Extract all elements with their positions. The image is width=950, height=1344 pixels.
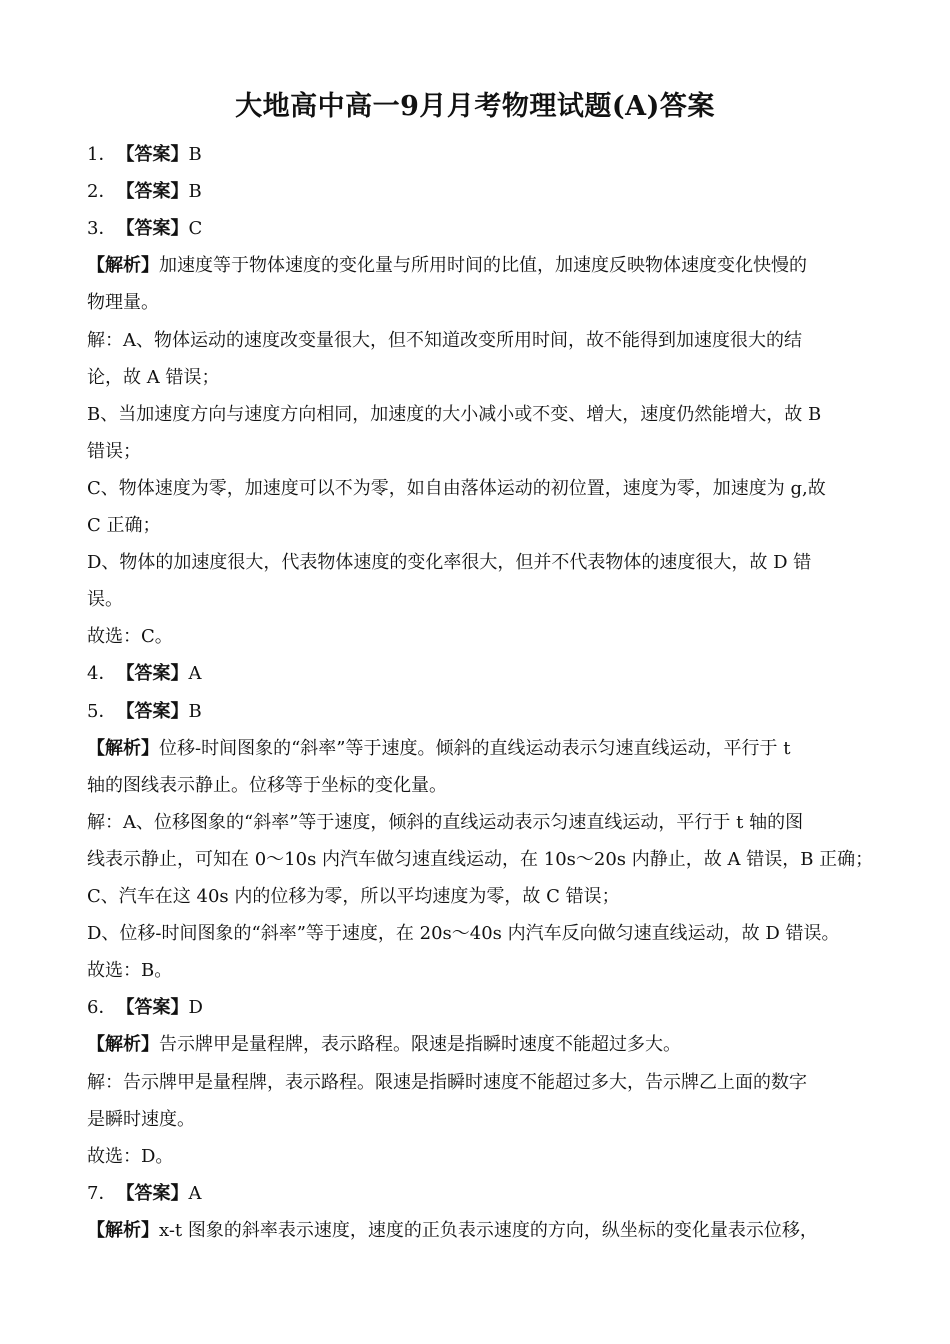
answer-tag: 【答案】 (116, 663, 189, 685)
answer-tag: 【答案】 (116, 1182, 189, 1204)
text-line: B、当加速度方向与速度方向相同，加速度的大小减小或不变、增大，速度仍然能增大，故 B (87, 403, 822, 425)
answer-tag: 【答案】 (116, 700, 189, 722)
text-line: 轴的图线表示静止。位移等于坐标的变化量。 (87, 774, 447, 796)
answer-tag: 【答案】 (116, 218, 189, 240)
text-line: C 正确； (87, 515, 161, 536)
text-line: 解：A、物体运动的速度改变量很大，但不知道改变所用时间，故不能得到加速度很大的结 (87, 329, 802, 351)
answer-value: D (188, 997, 203, 1019)
question-number: 6． (87, 997, 117, 1019)
answer-line (87, 699, 877, 725)
answer-line (87, 995, 877, 1021)
answer-value: B (188, 181, 202, 203)
text-line: 误。 (87, 589, 123, 611)
analysis-text: 位移-时间图象的“斜率”等于速度。倾斜的直线运动表示匀速直线运动，平行于 t (159, 737, 791, 759)
page-title: 大地高中高一9月月考物理试题(A)答案 (235, 91, 715, 122)
analysis-tag: 【解析】 (87, 1219, 159, 1241)
text-line: C、物体速度为零，加速度可以不为零，如自由落体运动的初位置，速度为零，加速度为 g,故 (87, 477, 826, 499)
answer-line (87, 1181, 877, 1207)
answer-value: A (188, 1182, 202, 1204)
answer-line (87, 179, 877, 205)
answer-tag: 【答案】 (116, 997, 189, 1019)
answer-value: B (188, 144, 202, 165)
answer-line (87, 661, 877, 687)
question-number: 2． (87, 181, 117, 203)
answer-tag: 【答案】 (116, 144, 189, 165)
analysis-text: 告示牌甲是量程牌，表示路程。限速是指瞬时速度不能超过多大。 (159, 1034, 681, 1056)
analysis-tag: 【解析】 (87, 1034, 159, 1056)
analysis-line (87, 253, 877, 279)
question-number: 7． (87, 1182, 117, 1204)
analysis-text: x-t 图象的斜率表示速度，速度的正负表示速度的方向，纵坐标的变化量表示位移， (159, 1219, 818, 1241)
answer-line (87, 216, 877, 242)
text-line: 解：告示牌甲是量程牌，表示路程。限速是指瞬时速度不能超过多大，告示牌乙上面的数字 (87, 1071, 807, 1093)
text-line: D、位移-时间图象的“斜率”等于速度，在 20s～40s 内汽车反向做匀速直线运动，故 D 错误。 (87, 923, 840, 945)
text-line: 错误； (87, 440, 141, 462)
text-line: 故选：B。 (87, 960, 173, 982)
analysis-text: 加速度等于物体速度的变化量与所用时间的比值，加速度反映物体速度变化快慢的 (159, 255, 807, 277)
answer-tag: 【答案】 (116, 181, 189, 203)
answer-value: C (188, 218, 203, 240)
analysis-line (87, 1218, 877, 1244)
question-number: 4． (87, 663, 117, 685)
question-number: 5． (87, 700, 117, 722)
analysis-tag: 【解析】 (87, 255, 159, 277)
analysis-line (87, 736, 877, 762)
text-line: 解：A、位移图象的“斜率”等于速度，倾斜的直线运动表示匀速直线运动，平行于 t 轴的图 (87, 811, 804, 833)
text-line: 故选：D。 (87, 1145, 174, 1167)
analysis-tag: 【解析】 (87, 737, 159, 759)
question-number: 1． (87, 144, 117, 165)
answer-value: B (188, 700, 202, 722)
text-line: 论，故 A 错误； (87, 366, 220, 388)
analysis-line (87, 1032, 877, 1058)
question-number: 3． (87, 218, 117, 240)
answer-line (87, 142, 877, 168)
text-line: 是瞬时速度。 (87, 1108, 195, 1130)
text-line: 线表示静止，可知在 0～10s 内汽车做匀速直线运动，在 10s～20s 内静止，故 A 错误，B 正确； (87, 848, 874, 870)
answer-value: A (188, 663, 202, 685)
text-line: D、物体的加速度很大，代表物体速度的变化率很大，但并不代表物体的速度很大，故 D 错 (87, 552, 812, 574)
text-line: C、汽车在这 40s 内的位移为零，所以平均速度为零，故 C 错误； (87, 886, 620, 907)
text-line: 物理量。 (87, 292, 159, 314)
text-line: 故选：C。 (87, 626, 173, 648)
